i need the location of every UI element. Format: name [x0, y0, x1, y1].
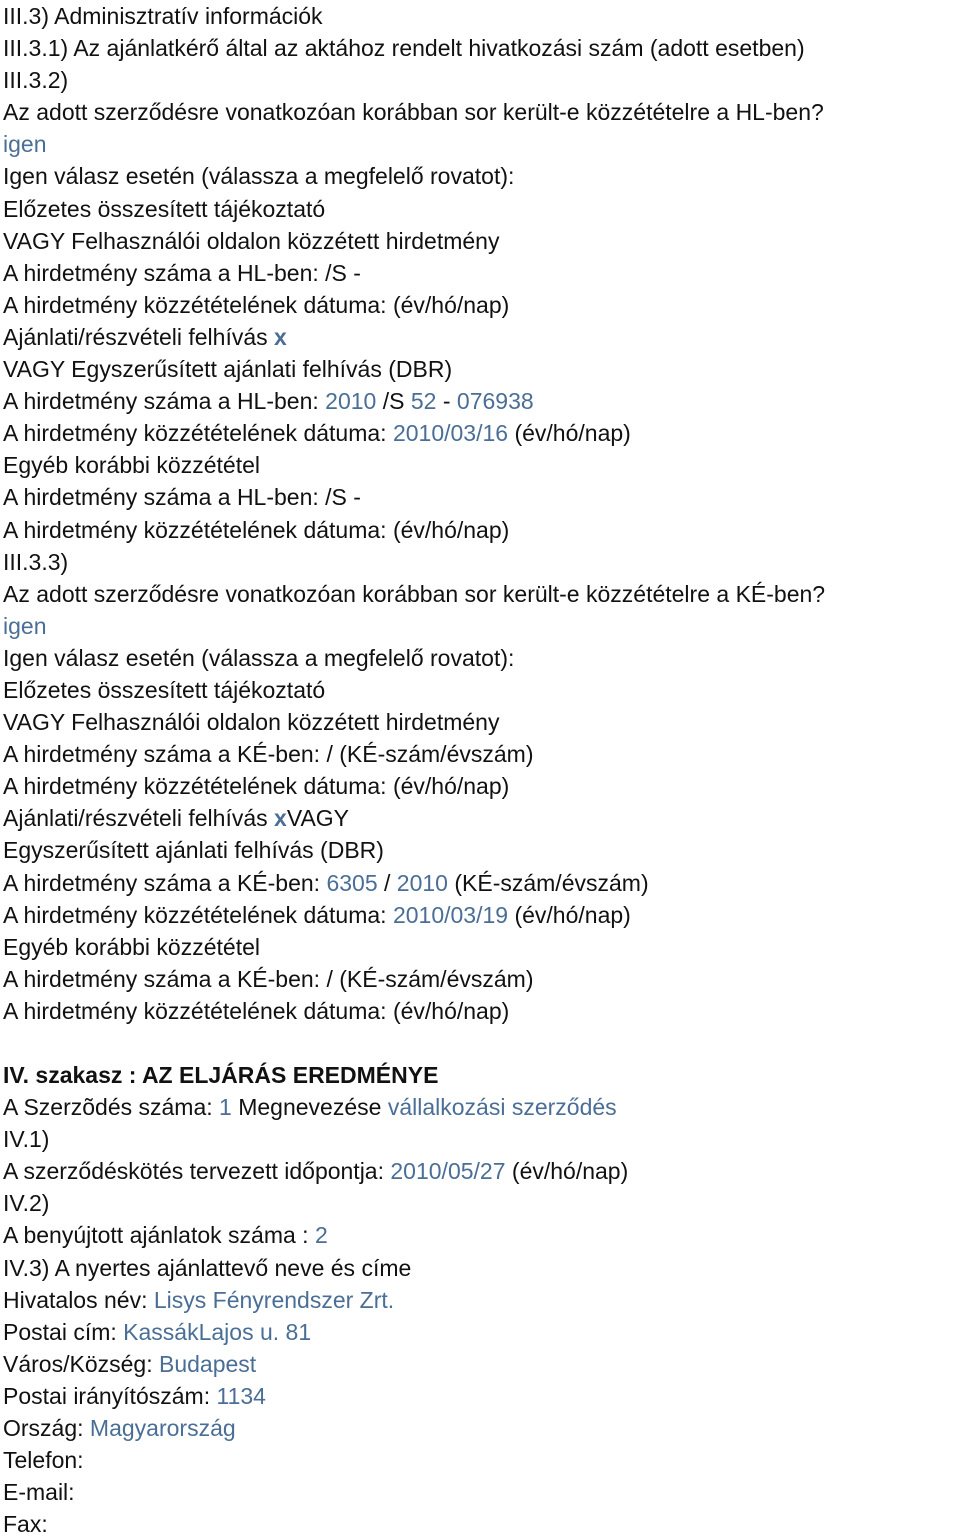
text-segment: A hirdetmény száma a HL-ben:	[3, 259, 319, 286]
zip-line	[3, 1380, 960, 1412]
hl-notice-date-empty	[3, 289, 960, 321]
text-segment: A Szerzõdés száma:	[3, 1094, 213, 1121]
text-segment: III.3) Adminisztratív információk	[3, 3, 323, 29]
text-segment: (év/hó/nap)	[392, 291, 510, 318]
hl-date-value: 2010/03/16	[392, 420, 509, 447]
text-segment: /	[384, 869, 391, 896]
text-segment: A benyújtott ajánlatok száma :	[3, 1222, 309, 1249]
text-segment: A hirdetmény száma a KÉ-ben:	[3, 965, 321, 992]
email-line	[3, 1476, 960, 1508]
text-segment: /S	[382, 388, 405, 415]
text-segment: IV.2)	[3, 1190, 50, 1217]
ke-notice-number-empty	[3, 738, 960, 770]
text-segment: A hirdetmény közzétételének dátuma:	[3, 420, 387, 447]
text-segment: (év/hó/nap)	[392, 516, 510, 543]
hl-notice-number-empty	[3, 257, 960, 289]
planned-date-line	[3, 1155, 960, 1187]
text-segment: -	[353, 484, 361, 511]
text-segment: A hirdetmény közzétételének dátuma:	[3, 773, 387, 800]
text-segment: VAGY Felhasználói oldalon közzétett hirdetmény	[3, 709, 500, 736]
text-segment: A hirdetmény száma a HL-ben:	[3, 388, 319, 415]
text-segment: /	[326, 965, 333, 992]
prior-information-notice	[3, 193, 960, 225]
zip-value: 1134	[216, 1382, 266, 1409]
text-segment: III.3.3)	[3, 548, 69, 575]
ke-notice-number	[3, 867, 960, 899]
text-segment: A hirdetmény száma a HL-ben:	[3, 484, 319, 511]
text-segment: VAGY Felhasználói oldalon közzétett hirdetmény	[3, 227, 500, 254]
text-segment: Ajánlati/részvételi felhívás	[3, 323, 268, 350]
text-segment: Ajánlati/részvételi felhívás	[3, 805, 268, 832]
section-iv-2	[3, 1187, 960, 1219]
text-segment: Hivatalos név:	[3, 1286, 148, 1313]
text-segment: IV. szakasz : AZ ELJÁRÁS EREDMÉNYE	[3, 1062, 439, 1088]
text-segment: VAGY Egyszerűsített ajánlati felhívás (DBR)	[3, 356, 453, 383]
section-iv-1	[3, 1123, 960, 1155]
section-iv-3	[3, 1252, 960, 1284]
postal-address-value: KassákLajos u. 81	[123, 1318, 312, 1345]
text-segment: igen	[3, 612, 47, 639]
text-segment: Ország:	[3, 1415, 84, 1442]
hl-number-value: 076938	[456, 388, 534, 415]
text-segment: A hirdetmény száma a KÉ-ben:	[3, 869, 321, 896]
text-segment: Város/Község:	[3, 1350, 153, 1377]
buyer-profile-notice	[3, 225, 960, 257]
city-value: Budapest	[158, 1350, 257, 1377]
phone-line	[3, 1444, 960, 1476]
simplified-call-option-ke	[3, 834, 960, 866]
text-segment: Telefon:	[3, 1447, 84, 1474]
official-name-line	[3, 1284, 960, 1316]
simplified-call-option	[3, 353, 960, 385]
text-segment: (KÉ-szám/évszám)	[339, 741, 534, 768]
buyer-profile-notice-ke	[3, 706, 960, 738]
text-segment: -	[353, 259, 361, 286]
call-for-tender-marked	[3, 321, 960, 353]
section-heading-iv	[3, 1059, 960, 1091]
section-heading-iii-3	[3, 0, 960, 32]
text-segment: Postai cím:	[3, 1318, 117, 1345]
fax-line	[3, 1508, 960, 1540]
hl-other-date-empty	[3, 514, 960, 546]
text-segment: Az adott szerződésre vonatkozóan korábban sor került-e közzétételre a HL-ben?	[3, 99, 824, 126]
offers-count-value: 2	[314, 1222, 328, 1249]
text-segment: A hirdetmény közzétételének dátuma:	[3, 291, 387, 318]
ke-date-value: 2010/03/19	[392, 901, 509, 928]
text-segment: III.3.2)	[3, 67, 69, 94]
postal-address-line	[3, 1316, 960, 1348]
text-segment: A hirdetmény közzétételének dátuma:	[3, 997, 387, 1024]
question-hl-published	[3, 96, 960, 128]
reference-number-line	[3, 32, 960, 64]
contract-number-line	[3, 1091, 960, 1123]
text-segment: A hirdetmény közzétételének dátuma:	[3, 516, 387, 543]
contract-name-value: vállalkozási szerződés	[387, 1094, 617, 1121]
text-segment: IV.3) A nyertes ajánlattevő neve és címe	[3, 1254, 412, 1281]
hl-s-value: 52	[410, 388, 437, 415]
text-segment: (KÉ-szám/évszám)	[454, 869, 649, 896]
text-segment: III.3.1) Az ajánlatkérő által az aktához rendelt hivatkozási szám (adott esetben)	[3, 35, 805, 62]
ke-other-number-empty	[3, 963, 960, 995]
text-segment: (év/hó/nap)	[511, 1158, 629, 1185]
planned-date-value: 2010/05/27	[390, 1158, 506, 1185]
other-prior-publication	[3, 449, 960, 481]
official-name-value: Lisys Fényrendszer Zrt.	[153, 1286, 395, 1313]
text-segment: Postai irányítószám:	[3, 1382, 211, 1409]
city-line	[3, 1348, 960, 1380]
text-segment: /	[326, 741, 333, 768]
answer-ke-published	[3, 610, 960, 642]
text-segment: Igen válasz esetén (válassza a megfelelő rovatot):	[3, 163, 515, 190]
country-value: Magyarország	[89, 1415, 236, 1442]
question-ke-published	[3, 578, 960, 610]
selected-mark: x	[274, 323, 287, 350]
prior-information-notice-ke	[3, 674, 960, 706]
text-segment: -	[442, 388, 451, 415]
text-segment: Előzetes összesített tájékoztató	[3, 676, 326, 703]
text-segment: /S	[325, 259, 347, 286]
selected-mark-ke: x	[274, 805, 287, 832]
hl-notice-date	[3, 417, 960, 449]
text-segment: Előzetes összesített tájékoztató	[3, 195, 326, 222]
text-segment: (év/hó/nap)	[392, 773, 510, 800]
answer-hl-published	[3, 128, 960, 160]
hl-notice-number	[3, 385, 960, 417]
text-segment: E-mail:	[3, 1479, 75, 1506]
text-segment: /S	[325, 484, 347, 511]
text-segment: Megnevezése	[238, 1094, 382, 1121]
question-number-iii-3-3	[3, 546, 960, 578]
ke-other-date-empty	[3, 995, 960, 1027]
text-segment: Igen válasz esetén (válassza a megfelelő rovatot):	[3, 644, 515, 671]
other-prior-publication-ke	[3, 931, 960, 963]
text-segment: (év/hó/nap)	[392, 997, 510, 1024]
text-segment: Egyéb korábbi közzététel	[3, 933, 260, 960]
text-segment: A hirdetmény száma a KÉ-ben:	[3, 741, 321, 768]
ke-notice-date-empty	[3, 770, 960, 802]
hl-other-number-empty	[3, 481, 960, 513]
text-segment: (KÉ-szám/évszám)	[339, 965, 534, 992]
ke-notice-date	[3, 899, 960, 931]
choose-box-instruction-ke	[3, 642, 960, 674]
contract-number-value: 1	[219, 1094, 232, 1121]
offers-count-line	[3, 1219, 960, 1251]
text-segment: Az adott szerződésre vonatkozóan korábban sor került-e közzétételre a KÉ-ben?	[3, 580, 826, 607]
text-segment: A szerződéskötés tervezett időpontja:	[3, 1158, 384, 1185]
hl-year-value: 2010	[325, 388, 377, 415]
text-segment: (év/hó/nap)	[514, 901, 631, 928]
text-segment: (év/hó/nap)	[514, 420, 631, 447]
text-segment: Fax:	[3, 1511, 48, 1538]
country-line	[3, 1412, 960, 1444]
text-segment: igen	[3, 131, 47, 158]
call-for-tender-marked-ke	[3, 802, 960, 834]
ke-year-value: 2010	[396, 869, 448, 896]
question-number-iii-3-2	[3, 64, 960, 96]
ke-number-value: 6305	[326, 869, 378, 896]
text-segment: VAGY	[286, 805, 350, 832]
choose-box-instruction	[3, 160, 960, 192]
text-segment: A hirdetmény közzétételének dátuma:	[3, 901, 387, 928]
text-segment: IV.1)	[3, 1126, 50, 1153]
text-segment: Egyéb korábbi közzététel	[3, 452, 260, 479]
text-segment: Egyszerűsített ajánlati felhívás (DBR)	[3, 837, 384, 864]
